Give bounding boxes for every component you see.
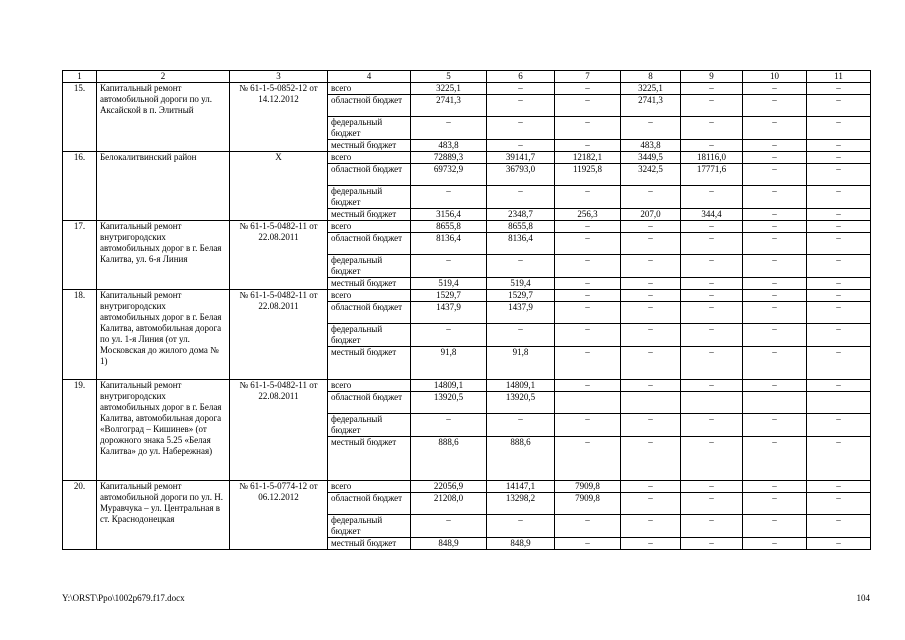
funding-source: федеральный бюджет bbox=[328, 324, 411, 347]
value-cell: 3225,1 bbox=[621, 83, 681, 95]
expertise-document: № 61-1-5-0852-12 от 14.12.2012 bbox=[230, 83, 328, 152]
value-cell: 888,6 bbox=[411, 437, 487, 481]
funding-source: федеральный бюджет bbox=[328, 255, 411, 278]
funding-source: областной бюджет bbox=[328, 233, 411, 255]
value-cell: – bbox=[681, 233, 743, 255]
value-cell: – bbox=[621, 538, 681, 550]
value-cell: – bbox=[807, 152, 871, 164]
value-cell: – bbox=[487, 255, 555, 278]
value-cell: – bbox=[681, 302, 743, 324]
value-cell: – bbox=[807, 380, 871, 392]
value-cell: – bbox=[555, 538, 621, 550]
value-cell: 22056,9 bbox=[411, 481, 487, 493]
value-cell: 17771,6 bbox=[681, 164, 743, 186]
value-cell: 344,4 bbox=[681, 209, 743, 221]
row-number: 16. bbox=[63, 152, 97, 221]
value-cell: – bbox=[743, 209, 807, 221]
header-row bbox=[63, 71, 871, 83]
value-cell: 483,8 bbox=[411, 140, 487, 152]
footer-page-number: 104 bbox=[856, 593, 870, 603]
value-cell: 12182,1 bbox=[555, 152, 621, 164]
budget-table bbox=[62, 70, 871, 550]
value-cell: – bbox=[681, 255, 743, 278]
funding-source: всего bbox=[328, 221, 411, 233]
value-cell: – bbox=[807, 186, 871, 209]
value-cell: 69732,9 bbox=[411, 164, 487, 186]
value-cell: – bbox=[743, 221, 807, 233]
funding-source: федеральный бюджет bbox=[328, 515, 411, 538]
value-cell: – bbox=[621, 233, 681, 255]
value-cell: – bbox=[743, 255, 807, 278]
value-cell bbox=[807, 392, 871, 414]
value-cell: – bbox=[555, 347, 621, 380]
value-cell: – bbox=[555, 83, 621, 95]
funding-source: всего bbox=[328, 152, 411, 164]
value-cell: – bbox=[807, 83, 871, 95]
value-cell: 72889,3 bbox=[411, 152, 487, 164]
object-name: Капитальный ремонт автомобильной дороги по ул. Аксайской в п. Элитный bbox=[97, 83, 230, 152]
table-row bbox=[63, 481, 871, 493]
value-cell: – bbox=[621, 255, 681, 278]
funding-source: местный бюджет bbox=[328, 140, 411, 152]
funding-source: федеральный бюджет bbox=[328, 186, 411, 209]
value-cell: – bbox=[681, 414, 743, 437]
value-cell: – bbox=[743, 290, 807, 302]
table-row bbox=[63, 290, 871, 302]
value-cell: 7909,8 bbox=[555, 481, 621, 493]
expertise-document: № 61-1-5-0774-12 от 06.12.2012 bbox=[230, 481, 328, 550]
value-cell: 519,4 bbox=[487, 278, 555, 290]
value-cell: – bbox=[807, 117, 871, 140]
value-cell: 519,4 bbox=[411, 278, 487, 290]
value-cell: 888,6 bbox=[487, 437, 555, 481]
table-row bbox=[63, 83, 871, 95]
value-cell: – bbox=[555, 290, 621, 302]
value-cell: – bbox=[681, 515, 743, 538]
value-cell: – bbox=[807, 347, 871, 380]
value-cell: – bbox=[743, 140, 807, 152]
value-cell: – bbox=[555, 95, 621, 117]
funding-source: областной бюджет bbox=[328, 392, 411, 414]
value-cell: 3449,5 bbox=[621, 152, 681, 164]
table-body bbox=[63, 83, 871, 550]
value-cell: – bbox=[807, 278, 871, 290]
value-cell: – bbox=[681, 221, 743, 233]
value-cell: – bbox=[807, 233, 871, 255]
value-cell: – bbox=[621, 302, 681, 324]
value-cell: – bbox=[743, 164, 807, 186]
table-row bbox=[63, 152, 871, 164]
value-cell: – bbox=[681, 538, 743, 550]
value-cell: – bbox=[555, 117, 621, 140]
funding-source: местный бюджет bbox=[328, 437, 411, 481]
footer-file-path: Y:\ORST\Ppo\1002p679.f17.docx bbox=[62, 593, 185, 603]
value-cell: 8136,4 bbox=[411, 233, 487, 255]
value-cell: 1437,9 bbox=[411, 302, 487, 324]
value-cell: – bbox=[681, 186, 743, 209]
value-cell: 11925,8 bbox=[555, 164, 621, 186]
value-cell: – bbox=[487, 324, 555, 347]
value-cell: – bbox=[743, 347, 807, 380]
value-cell: – bbox=[807, 209, 871, 221]
value-cell: – bbox=[621, 380, 681, 392]
value-cell: 13298,2 bbox=[487, 493, 555, 515]
value-cell: – bbox=[555, 302, 621, 324]
value-cell: – bbox=[621, 186, 681, 209]
value-cell: – bbox=[743, 515, 807, 538]
value-cell: – bbox=[487, 117, 555, 140]
value-cell: – bbox=[681, 493, 743, 515]
value-cell: – bbox=[807, 437, 871, 481]
funding-source: областной бюджет bbox=[328, 302, 411, 324]
value-cell: 256,3 bbox=[555, 209, 621, 221]
value-cell: – bbox=[621, 515, 681, 538]
value-cell: 91,8 bbox=[487, 347, 555, 380]
value-cell: – bbox=[807, 481, 871, 493]
funding-source: областной бюджет bbox=[328, 95, 411, 117]
column-header: 5 bbox=[411, 71, 487, 83]
value-cell: – bbox=[681, 140, 743, 152]
value-cell: – bbox=[743, 324, 807, 347]
value-cell: – bbox=[681, 290, 743, 302]
value-cell: – bbox=[555, 324, 621, 347]
value-cell: 848,9 bbox=[487, 538, 555, 550]
row-number: 17. bbox=[63, 221, 97, 290]
value-cell: – bbox=[807, 140, 871, 152]
funding-source: областной бюджет bbox=[328, 493, 411, 515]
value-cell: 2741,3 bbox=[621, 95, 681, 117]
value-cell: – bbox=[555, 140, 621, 152]
value-cell: – bbox=[555, 278, 621, 290]
value-cell: – bbox=[743, 380, 807, 392]
value-cell: – bbox=[743, 481, 807, 493]
funding-source: всего bbox=[328, 83, 411, 95]
value-cell bbox=[555, 392, 621, 414]
value-cell: – bbox=[807, 515, 871, 538]
row-number: 19. bbox=[63, 380, 97, 481]
value-cell: 14809,1 bbox=[411, 380, 487, 392]
value-cell bbox=[743, 392, 807, 414]
object-name: Капитальный ремонт автомобильной дороги по ул. Н. Муравчука – ул. Центральная в ст. Краснодонецкая bbox=[97, 481, 230, 550]
column-header: 11 bbox=[807, 71, 871, 83]
value-cell: 848,9 bbox=[411, 538, 487, 550]
value-cell: 2348,7 bbox=[487, 209, 555, 221]
value-cell: 14809,1 bbox=[487, 380, 555, 392]
value-cell: – bbox=[681, 117, 743, 140]
value-cell: – bbox=[621, 347, 681, 380]
value-cell: – bbox=[681, 83, 743, 95]
value-cell: 39141,7 bbox=[487, 152, 555, 164]
value-cell: – bbox=[681, 95, 743, 117]
funding-source: местный бюджет bbox=[328, 278, 411, 290]
funding-source: федеральный бюджет bbox=[328, 117, 411, 140]
value-cell: – bbox=[555, 186, 621, 209]
column-header: 1 bbox=[63, 71, 97, 83]
value-cell: 8136,4 bbox=[487, 233, 555, 255]
value-cell: 1437,9 bbox=[487, 302, 555, 324]
value-cell: – bbox=[621, 481, 681, 493]
value-cell: – bbox=[411, 414, 487, 437]
value-cell: – bbox=[487, 83, 555, 95]
value-cell: – bbox=[681, 278, 743, 290]
value-cell: – bbox=[681, 437, 743, 481]
value-cell: – bbox=[555, 380, 621, 392]
expertise-document: X bbox=[230, 152, 328, 221]
value-cell: – bbox=[621, 493, 681, 515]
column-header: 10 bbox=[743, 71, 807, 83]
value-cell bbox=[681, 392, 743, 414]
funding-source: областной бюджет bbox=[328, 164, 411, 186]
value-cell: – bbox=[681, 380, 743, 392]
value-cell: 13920,5 bbox=[411, 392, 487, 414]
value-cell: – bbox=[411, 515, 487, 538]
value-cell: – bbox=[807, 221, 871, 233]
row-number: 18. bbox=[63, 290, 97, 380]
object-name: Капитальный ремонт внутригородских автомобильных дорог в г. Белая Калитва, автомобильная дорога «Волгоград – Кишинев» (от дорожного знака 5.25 «Белая Калитва» до ул. Набережная) bbox=[97, 380, 230, 481]
value-cell: – bbox=[487, 414, 555, 437]
row-number: 20. bbox=[63, 481, 97, 550]
object-name: Капитальный ремонт внутригородских автомобильных дорог в г. Белая Калитва, ул. 6-я Линия bbox=[97, 221, 230, 290]
value-cell: – bbox=[621, 117, 681, 140]
value-cell: – bbox=[743, 278, 807, 290]
expertise-document: № 61-1-5-0482-11 от 22.08.2011 bbox=[230, 221, 328, 290]
value-cell: – bbox=[807, 164, 871, 186]
value-cell: 3225,1 bbox=[411, 83, 487, 95]
value-cell: 91,8 bbox=[411, 347, 487, 380]
funding-source: местный бюджет bbox=[328, 538, 411, 550]
value-cell: 21208,0 bbox=[411, 493, 487, 515]
column-header: 4 bbox=[328, 71, 411, 83]
funding-source: всего bbox=[328, 481, 411, 493]
value-cell: – bbox=[807, 414, 871, 437]
row-number: 15. bbox=[63, 83, 97, 152]
value-cell: – bbox=[621, 278, 681, 290]
value-cell: – bbox=[743, 233, 807, 255]
value-cell: – bbox=[681, 481, 743, 493]
value-cell: – bbox=[487, 140, 555, 152]
value-cell: – bbox=[555, 414, 621, 437]
value-cell: – bbox=[743, 493, 807, 515]
value-cell: – bbox=[743, 152, 807, 164]
column-header: 9 bbox=[681, 71, 743, 83]
value-cell: – bbox=[743, 117, 807, 140]
value-cell: – bbox=[621, 324, 681, 347]
value-cell: 2741,3 bbox=[411, 95, 487, 117]
value-cell: 14147,1 bbox=[487, 481, 555, 493]
funding-source: федеральный бюджет bbox=[328, 414, 411, 437]
value-cell: 7909,8 bbox=[555, 493, 621, 515]
column-header: 3 bbox=[230, 71, 328, 83]
value-cell: 207,0 bbox=[621, 209, 681, 221]
value-cell: – bbox=[621, 290, 681, 302]
value-cell: 1529,7 bbox=[487, 290, 555, 302]
value-cell: 1529,7 bbox=[411, 290, 487, 302]
value-cell: – bbox=[555, 255, 621, 278]
value-cell: – bbox=[807, 493, 871, 515]
value-cell: 36793,0 bbox=[487, 164, 555, 186]
value-cell: – bbox=[743, 186, 807, 209]
value-cell: – bbox=[807, 290, 871, 302]
value-cell: – bbox=[487, 95, 555, 117]
column-header: 2 bbox=[97, 71, 230, 83]
value-cell: – bbox=[743, 437, 807, 481]
value-cell: 3242,5 bbox=[621, 164, 681, 186]
value-cell: – bbox=[743, 302, 807, 324]
value-cell: – bbox=[681, 324, 743, 347]
column-header: 6 bbox=[487, 71, 555, 83]
value-cell: 483,8 bbox=[621, 140, 681, 152]
value-cell: – bbox=[743, 538, 807, 550]
table-row bbox=[63, 380, 871, 392]
value-cell: 8655,8 bbox=[411, 221, 487, 233]
value-cell: – bbox=[807, 95, 871, 117]
column-header: 7 bbox=[555, 71, 621, 83]
value-cell: – bbox=[555, 437, 621, 481]
value-cell: – bbox=[621, 221, 681, 233]
value-cell: – bbox=[743, 95, 807, 117]
value-cell: 18116,0 bbox=[681, 152, 743, 164]
value-cell: – bbox=[555, 233, 621, 255]
value-cell: – bbox=[807, 255, 871, 278]
value-cell: – bbox=[743, 414, 807, 437]
value-cell: – bbox=[487, 515, 555, 538]
value-cell: – bbox=[681, 347, 743, 380]
value-cell: – bbox=[555, 515, 621, 538]
value-cell: – bbox=[487, 186, 555, 209]
value-cell: 13920,5 bbox=[487, 392, 555, 414]
value-cell: – bbox=[555, 221, 621, 233]
funding-source: всего bbox=[328, 380, 411, 392]
funding-source: всего bbox=[328, 290, 411, 302]
column-header: 8 bbox=[621, 71, 681, 83]
funding-source: местный бюджет bbox=[328, 347, 411, 380]
expertise-document: № 61-1-5-0482-11 от 22.08.2011 bbox=[230, 380, 328, 481]
object-name: Капитальный ремонт внутригородских автомобильных дорог в г. Белая Калитва, автомобильная дорога по ул. 1-я Линия (от ул. Московская до жилого дома № 1) bbox=[97, 290, 230, 380]
value-cell: – bbox=[743, 83, 807, 95]
value-cell: – bbox=[411, 186, 487, 209]
value-cell: – bbox=[411, 255, 487, 278]
value-cell bbox=[621, 392, 681, 414]
value-cell: – bbox=[621, 414, 681, 437]
object-name: Белокалитвинский район bbox=[97, 152, 230, 221]
value-cell: – bbox=[807, 324, 871, 347]
value-cell: – bbox=[411, 117, 487, 140]
funding-source: местный бюджет bbox=[328, 209, 411, 221]
value-cell: 3156,4 bbox=[411, 209, 487, 221]
table-row bbox=[63, 221, 871, 233]
value-cell: – bbox=[807, 302, 871, 324]
value-cell: – bbox=[621, 437, 681, 481]
expertise-document: № 61-1-5-0482-11 от 22.08.2011 bbox=[230, 290, 328, 380]
value-cell: – bbox=[411, 324, 487, 347]
value-cell: 8655,8 bbox=[487, 221, 555, 233]
value-cell: – bbox=[807, 538, 871, 550]
